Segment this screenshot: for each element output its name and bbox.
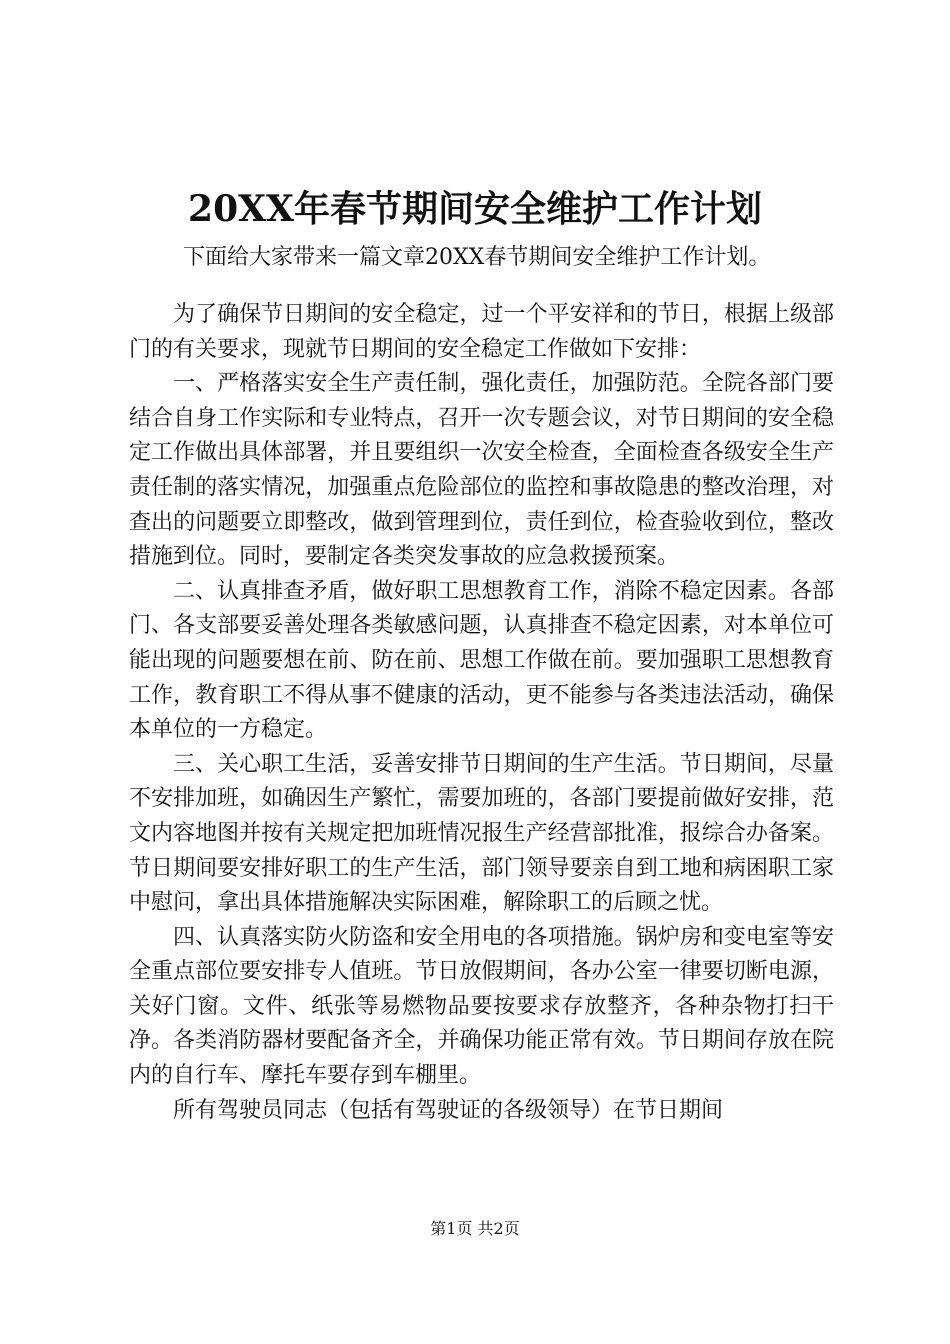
paragraph-opening: 为了确保节日期间的安全稳定，过一个平安祥和的节日，根据上级部门的有关要求，现就节日期间的安全稳定工作做如下安排：: [129, 302, 834, 362]
paragraph-drivers: 所有驾驶员同志（包括有驾驶证的各级领导）在节日期间: [173, 1097, 724, 1123]
document-body: [129, 298, 834, 1128]
paragraph-section-1: 一、严格落实安全生产责任制，强化责任，加强防范。全院各部门要结合自身工作实际和专业特点，召开一次专题会议，对节日期间的安全稳定工作做出具体部署，并且要组织一次安全检查，全面检查各级安全生产责任制的落实情况，加强重点危险部位的监控和事故隐患的整改治理，对查出的问题要立即整改，做到管理到位，责任到位，检查验收到位，整改措施到位。同时，要制定各类突发事故的应急救援预案。: [129, 371, 834, 570]
page-number-footer: 第1页 共2页: [430, 1219, 520, 1238]
paragraph-section-3: 三、关心职工生活，妥善安排节日期间的生产生活。节日期间，尽量不安排加班，如确因生产繁忙，需要加班的，各部门要提前做好安排，范文内容地图并按有关规定把加班情况报生产经营部批准，报综合办备案。节日期间要安排好职工的生产生活，部门领导要亲自到工地和病困职工家中慰问，拿出具体措施解决实际困难，解除职工的后顾之忧。: [129, 751, 834, 916]
paragraph-section-2: 二、认真排查矛盾，做好职工思想教育工作，消除不稳定因素。各部门、各支部要妥善处理各类敏感问题，认真排查不稳定因素，对本单位可能出现的问题要想在前、防在前、思想工作做在前。要加强职工思想教育工作，教育职工不得从事不健康的活动，更不能参与各类违法活动，确保本单位的一方稳定。: [129, 578, 834, 743]
intro-line: 下面给大家带来一篇文章20XX春节期间安全维护工作计划。: [183, 245, 771, 270]
paragraph-section-4: 四、认真落实防火防盗和安全用电的各项措施。锅炉房和变电室等安全重点部位要安排专人值班。节日放假期间，各办公室一律要切断电源，关好门窗。文件、纸张等易燃物品要按要求存放整齐，各种杂物打扫干净。各类消防器材要配备齐全，并确保功能正常有效。节日期间存放在院内的自行车、摩托车要存到车棚里。: [129, 924, 834, 1089]
page-title: 20XX年春节期间安全维护工作计划: [188, 188, 762, 230]
